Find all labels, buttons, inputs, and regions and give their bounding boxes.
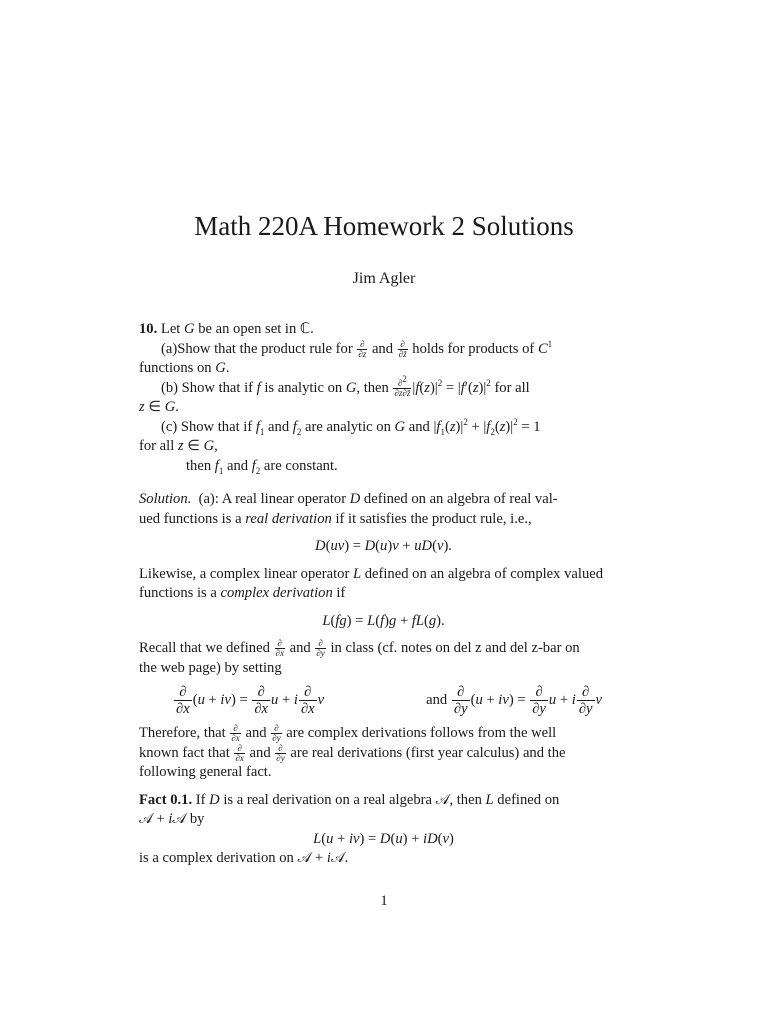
problem-part-c-cont: then $f_1$ and $f_2$ are constant. (186, 457, 338, 476)
author-name: Jim Agler (352, 270, 416, 287)
problem-part-b: (b) Show that if f is analytic on G, then $\frac{\partial^2}{\partial z\partial z̄}$ $|f(z)|^2 = |f'(z)|^2$ for all (161, 373, 530, 398)
solution-label: Solution. (139, 491, 192, 507)
problem-part-a: (a)Show that the product rule for $\frac{\partial}{\partial z}$ and $\frac{\partial}{\partial z̄}$ holds for products of $C^1$ (161, 338, 553, 359)
equation-real-derivation: D(uv) = D(u)v + uD(v). (315, 538, 452, 554)
equation-partials (139, 678, 628, 722)
fact-statement: Fact 0.1. If D is a real derivation on a real algebra 𝒜, then L defined on (139, 791, 560, 808)
equation-complex-derivation: L(fg) = L(f)g + fL(g). (322, 612, 445, 629)
page-title: Math 220A Homework 2 Solutions (194, 211, 574, 241)
fact-conclusion: is a complex derivation on 𝒜 + i𝒜. (139, 850, 349, 866)
solution-paragraph-1: Solution. (a): A real linear operator D defined on an algebra of real val- (139, 491, 558, 507)
problem-number: 10. (139, 321, 158, 337)
solution-paragraph-2: Likewise, a complex linear operator L defined on an algebra of complex valued (139, 565, 604, 582)
problem-intro: 10. Let G be an open set in ℂ. (139, 321, 314, 337)
solution-paragraph-4: Therefore, that $\frac{\partial}{\partial x}$ and $\frac{\partial}{\partial y}$ are complex derivations follows from the well (139, 723, 557, 744)
fact-label: Fact 0.1. (139, 791, 193, 808)
document-body: 10. Let G be an open set in ℂ. (a)Show that the product rule for $\frac{\partial}{\partial z}$ and $\frac{\partial}{\partial z̄}$ holds for products of $C^1$ functions on G. (b) Show that if f is analytic on G, then $\frac{\partial^2}{\partial z\partial z̄}$ $|f(z)|^2 = |f'(z)|^2$ for all z ∈ G. (c) Show that if $f_1$ and $f_2$ are analytic on G and $|f_1(z)|^2 + |f_2(z)|^2 = 1$ for all z ∈ G, then $f_1$ and $f_2$ are constant. Solution. (a): A real linear operator D defined on an algebra of real val- ued functions is a real derivation if it satisfies the product rule, i.e., D(uv) = D(u)v + uD(v). Likewise, a complex linear operator L defined on an algebra of complex valued functions is a complex derivation if L(fg) = L(f)g + fL(g). Recall that we defined $\frac{\partial}{\partial x}$ and $\frac{\partial}{\partial y}$ in class (cf. notes on del z and del z-bar on the web page) by setting ∂ ∂x (u + iv) = ∂ ∂x u + i ∂ ∂x v and ∂ ∂y (u + iv) = ∂ ∂y u + i ∂ ∂y v Therefore, that $\frac{\partial}{\partial x}$ and $\frac{\partial}{\partial y}$ are complex derivations follows from the well known fact that $\frac{\partial}{\partial x}$ and $\frac{\partial}{\partial y}$ are real derivations (first year calculus) and the following general fact. Fact 0.1. If D is a real derivation on a real algebra 𝒜, then L defined on 𝒜 + i𝒜 by L(u + iv) = D(u) + iD(v) is a complex derivation on 𝒜 + i𝒜. (139, 320, 628, 869)
equation-fact: L(u + iv) = D(u) + iD(v) (313, 830, 454, 847)
equation-and: and ∂ ∂y (u + iv) = ∂ ∂y u + i ∂ ∂y v (426, 683, 602, 717)
page-number: 1 (380, 893, 388, 909)
equation-partial-x: ∂ ∂x (u + iv) = ∂ ∂x u + i ∂ ∂x v (176, 683, 325, 717)
problem-part-c: (c) Show that if $f_1$ and $f_2$ are analytic on G and $|f_1(z)|^2 + |f_2(z)|^2 = 1$ (161, 416, 541, 437)
solution-paragraph-3: Recall that we defined $\frac{\partial}{\partial x}$ and $\frac{\partial}{\partial y}$ in class (cf. notes on del z and del z-bar on (139, 638, 580, 659)
